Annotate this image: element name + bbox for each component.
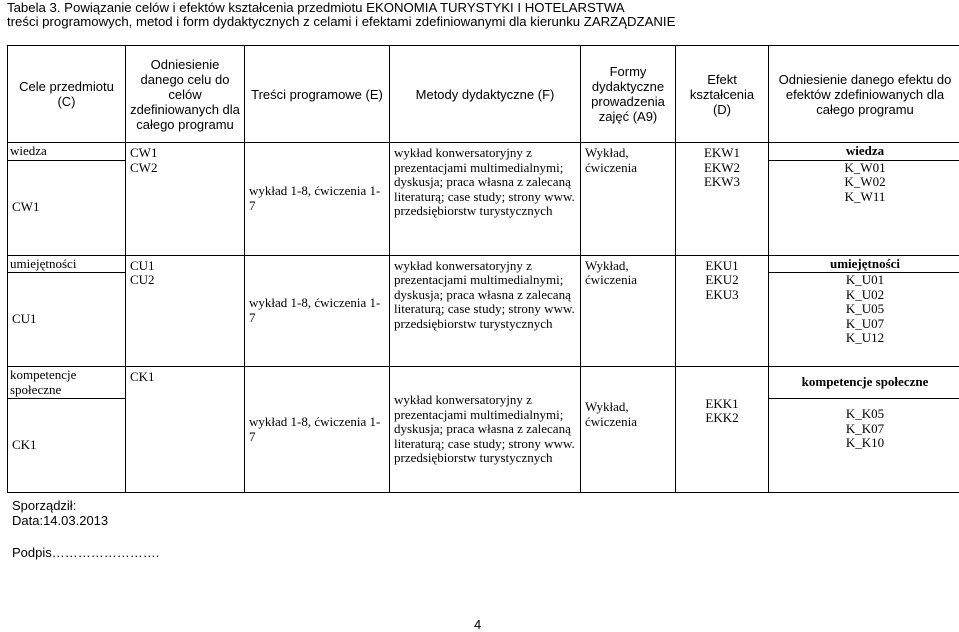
- footer-data: Data:14.03.2013: [12, 513, 108, 528]
- section-label: umiejętności: [8, 255, 126, 273]
- tresci-cell: wykład 1-8, ćwiczenia 1-7: [245, 255, 390, 367]
- odniesienie-efektu-cell: [769, 160, 959, 255]
- header-efekt: Efekt kształcenia (D): [676, 46, 769, 143]
- efekt-item: EKU2: [680, 273, 764, 288]
- section-right-label: umiejętności: [769, 255, 959, 273]
- header-odniesienie-celu: Odniesienie danego celu do celów zdefiniowanych dla całego programu: [126, 46, 245, 143]
- formy-text: Wykład, ćwiczenia: [585, 143, 671, 175]
- formy-cell: [581, 367, 676, 493]
- odniesienie-efektu-item: K_W02: [773, 175, 957, 190]
- section-row-wiedza: [8, 143, 959, 161]
- odniesienie-cell: [126, 367, 245, 493]
- section-row-umiejetnosci: [8, 255, 959, 273]
- metody-text: wykład konwersatoryjny z prezentacjami multimedialnymi; dyskusja; praca własna z zalecaną literaturą; case study; strony www. przedsiębiorstw turystycznych: [394, 143, 576, 219]
- efekt-item: EKW2: [680, 161, 764, 176]
- metody-cell: [390, 255, 581, 367]
- formy-text: Wykład, ćwiczenia: [585, 400, 671, 459]
- odniesienie-efektu-item: K_U05: [773, 302, 957, 317]
- section-right-label: wiedza: [769, 143, 959, 161]
- header-cele: Cele przedmiotu (C): [8, 46, 126, 143]
- title-line-2: treści programowych, metod i form dydaktycznych z celami i efektami zdefiniowanymi dla kierunku ZARZĄDZANIE: [7, 14, 675, 30]
- header-tresci: Treści programowe (E): [245, 46, 390, 143]
- efekt-item: EKK2: [680, 411, 764, 426]
- title-line-1: Tabela 3. Powiązanie celów i efektów kształcenia przedmiotu EKONOMIA TURYSTYKI I HOTELARSTWA: [7, 0, 675, 16]
- tresci-cell: wykład 1-8, ćwiczenia 1-7: [245, 143, 390, 256]
- odniesienie-efektu-item: K_W11: [773, 190, 957, 205]
- efekty-cell: [676, 367, 769, 493]
- odniesienie-efektu-item: K_K10: [773, 436, 957, 451]
- header-odniesienie-efektu: Odniesienie danego efektu do efektów zdefiniowanych dla całego programu: [769, 46, 959, 143]
- odniesienie-efektu-cell: [769, 399, 959, 493]
- section-label: wiedza: [8, 143, 126, 161]
- header-row: [8, 46, 959, 143]
- odniesienie-efektu-item: K_K07: [773, 422, 957, 437]
- efekty-cell: [676, 255, 769, 367]
- metody-cell: [390, 367, 581, 493]
- footer-sporzadzil: Sporządził:: [12, 498, 76, 513]
- odniesienie-efektu-item: K_U07: [773, 317, 957, 332]
- formy-cell: [581, 143, 676, 256]
- odniesienie-efektu-item: K_U01: [773, 273, 957, 288]
- odniesienie-efektu-item: K_K05: [773, 407, 957, 422]
- tresci-cell: wykład 1-8, ćwiczenia 1-7: [245, 367, 390, 493]
- efekty-cell: [676, 143, 769, 256]
- section-row-kompetencje: [8, 367, 959, 399]
- odniesienie-efektu-item: K_U12: [773, 331, 957, 346]
- efekt-item: EKK1: [680, 397, 764, 412]
- cel-cell: CU1: [8, 273, 126, 367]
- formy-cell: [581, 255, 676, 367]
- formy-text: Wykład, ćwiczenia: [585, 256, 671, 288]
- efekt-item: EKU1: [680, 259, 764, 274]
- header-formy: Formy dydaktyczne prowadzenia zajęć (A9): [581, 46, 676, 143]
- odniesienie-item: CW2: [130, 161, 240, 176]
- footer-podpis: Podpis…………………….: [12, 545, 159, 560]
- header-metody: Metody dydaktyczne (F): [390, 46, 581, 143]
- efekt-item: EKW1: [680, 146, 764, 161]
- page-number: 4: [474, 617, 481, 632]
- cel-cell: CW1: [8, 160, 126, 255]
- odniesienie-item: CK1: [130, 370, 240, 385]
- document-title: [7, 0, 675, 29]
- odniesienie-item: CU2: [130, 273, 240, 288]
- odniesienie-cell: [126, 143, 245, 256]
- odniesienie-item: CU1: [130, 259, 240, 274]
- odniesienie-efektu-cell: [769, 273, 959, 367]
- cel-cell: CK1: [8, 399, 126, 493]
- metody-cell: [390, 143, 581, 256]
- efekt-item: EKU3: [680, 288, 764, 303]
- odniesienie-efektu-item: K_W01: [773, 161, 957, 176]
- section-right-label: kompetencje społeczne: [769, 367, 959, 399]
- metody-text: wykład konwersatoryjny z prezentacjami multimedialnymi; dyskusja; praca własna z zalecaną literaturą; case study; strony www. przedsiębiorstw turystycznych: [394, 393, 576, 466]
- odniesienie-efektu-item: K_U02: [773, 288, 957, 303]
- odniesienie-cell: [126, 255, 245, 367]
- relations-table: [7, 45, 959, 493]
- section-label: kompetencje społeczne: [8, 367, 126, 399]
- metody-text: wykład konwersatoryjny z prezentacjami multimedialnymi; dyskusja; praca własna z zalecaną literaturą; case study; strony www. przedsiębiorstw turystycznych: [394, 256, 576, 332]
- efekt-item: EKW3: [680, 175, 764, 190]
- odniesienie-item: CW1: [130, 146, 240, 161]
